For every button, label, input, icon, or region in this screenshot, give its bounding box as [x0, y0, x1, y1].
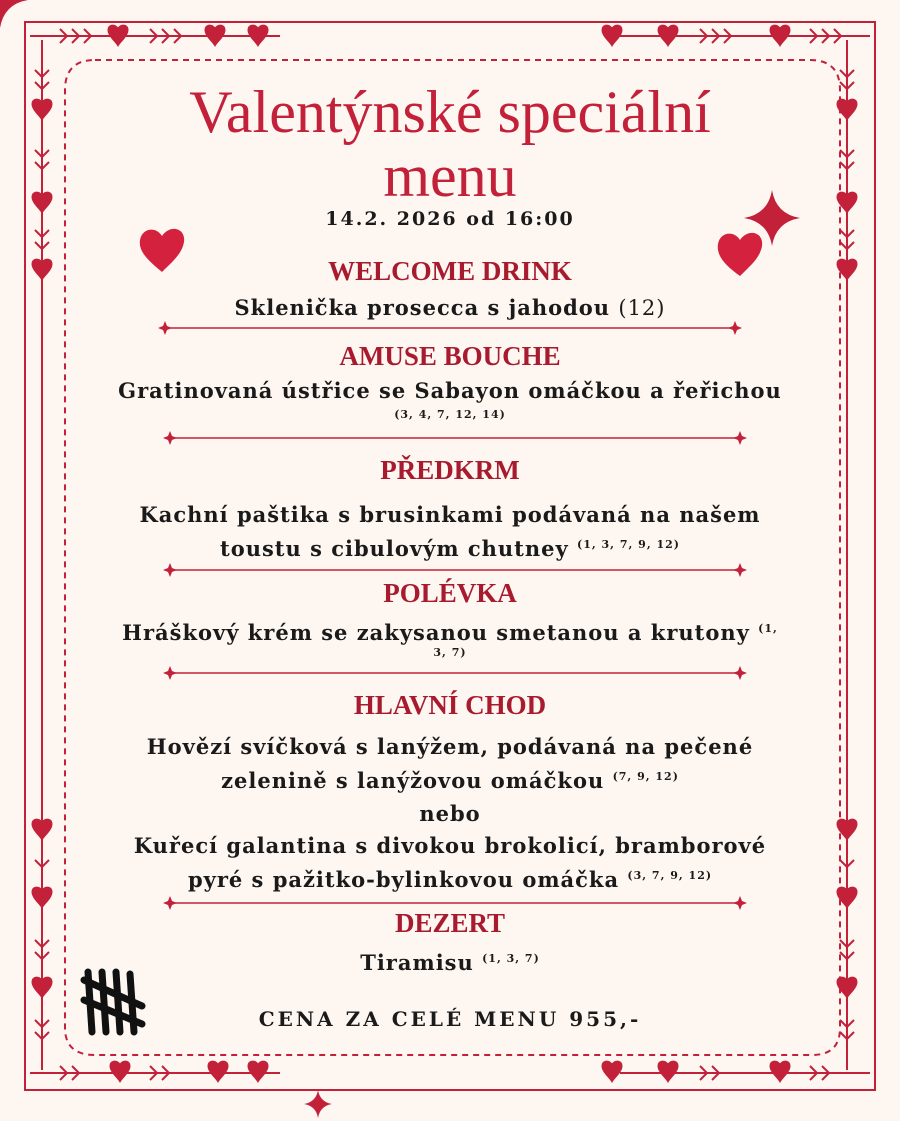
predkrm-line-2-text: toustu s cibulovým chutney: [220, 536, 569, 561]
polevka-item: [0, 614, 900, 648]
hlavni-opt2-allergens: (3, 7, 9, 12): [627, 869, 713, 882]
dezert-item-text: Tiramisu: [360, 950, 474, 975]
polevka-allergens-b: 3, 7): [433, 646, 467, 659]
hlavni-opt1-line-1: Hovězí svíčková s lanýžem, podávaná na pečené: [146, 734, 754, 759]
welcome-allergens: (12): [618, 296, 666, 320]
menu-price: CENA ZA CELÉ MENU 955,-: [258, 1007, 642, 1031]
section-heading-welcome: WELCOME DRINK: [328, 256, 572, 286]
section-heading-amuse: AMUSE BOUCHE: [339, 341, 561, 371]
hlavni-opt2-line-2-text: pyré s pažitko-bylinkovou omáčka: [187, 867, 620, 892]
welcome-item-text: Sklenička prosecca s jahodou: [234, 295, 611, 320]
title-line-2: menu: [383, 143, 517, 209]
hlavni-opt2-line-2: [0, 861, 900, 895]
section-heading-hlavni: HLAVNÍ CHOD: [353, 690, 547, 720]
menu-title: [0, 80, 900, 208]
section-heading-dezert: DEZERT: [394, 908, 506, 938]
amuse-allergens: (3, 4, 7, 12, 14): [394, 408, 506, 421]
welcome-item: [0, 293, 900, 323]
title-line-1: Valentýnské speciální: [189, 79, 711, 145]
hlavni-opt1-line-2: [0, 762, 900, 796]
dezert-allergens: (1, 3, 7): [482, 952, 540, 965]
dezert-item: [0, 944, 900, 978]
section-heading-predkrm: PŘEDKRM: [380, 455, 520, 485]
predkrm-line-2: [0, 530, 900, 564]
polevka-allergens-a: (1,: [758, 622, 778, 635]
hlavni-opt1-line-2-text: zelenině s lanýžovou omáčkou: [221, 768, 605, 793]
section-heading-polevka: POLÉVKA: [383, 578, 517, 608]
polevka-item-text: Hráškový krém se zakysanou smetanou a krutony: [122, 620, 750, 645]
predkrm-allergens: (1, 3, 7, 9, 12): [577, 538, 680, 551]
menu-date: 14.2. 2026 od 16:00: [325, 208, 575, 230]
predkrm-line-1: Kachní paštika s brusinkami podávaná na našem: [139, 502, 761, 527]
hlavni-opt1-allergens: (7, 9, 12): [612, 770, 679, 783]
hlavni-opt2-line-1: Kuřecí galantina s divokou brokolicí, bramborové: [133, 833, 767, 858]
amuse-item: Gratinovaná ústřice se Sabayon omáčkou a řeřichou: [118, 378, 782, 403]
hlavni-or: nebo: [419, 801, 481, 826]
